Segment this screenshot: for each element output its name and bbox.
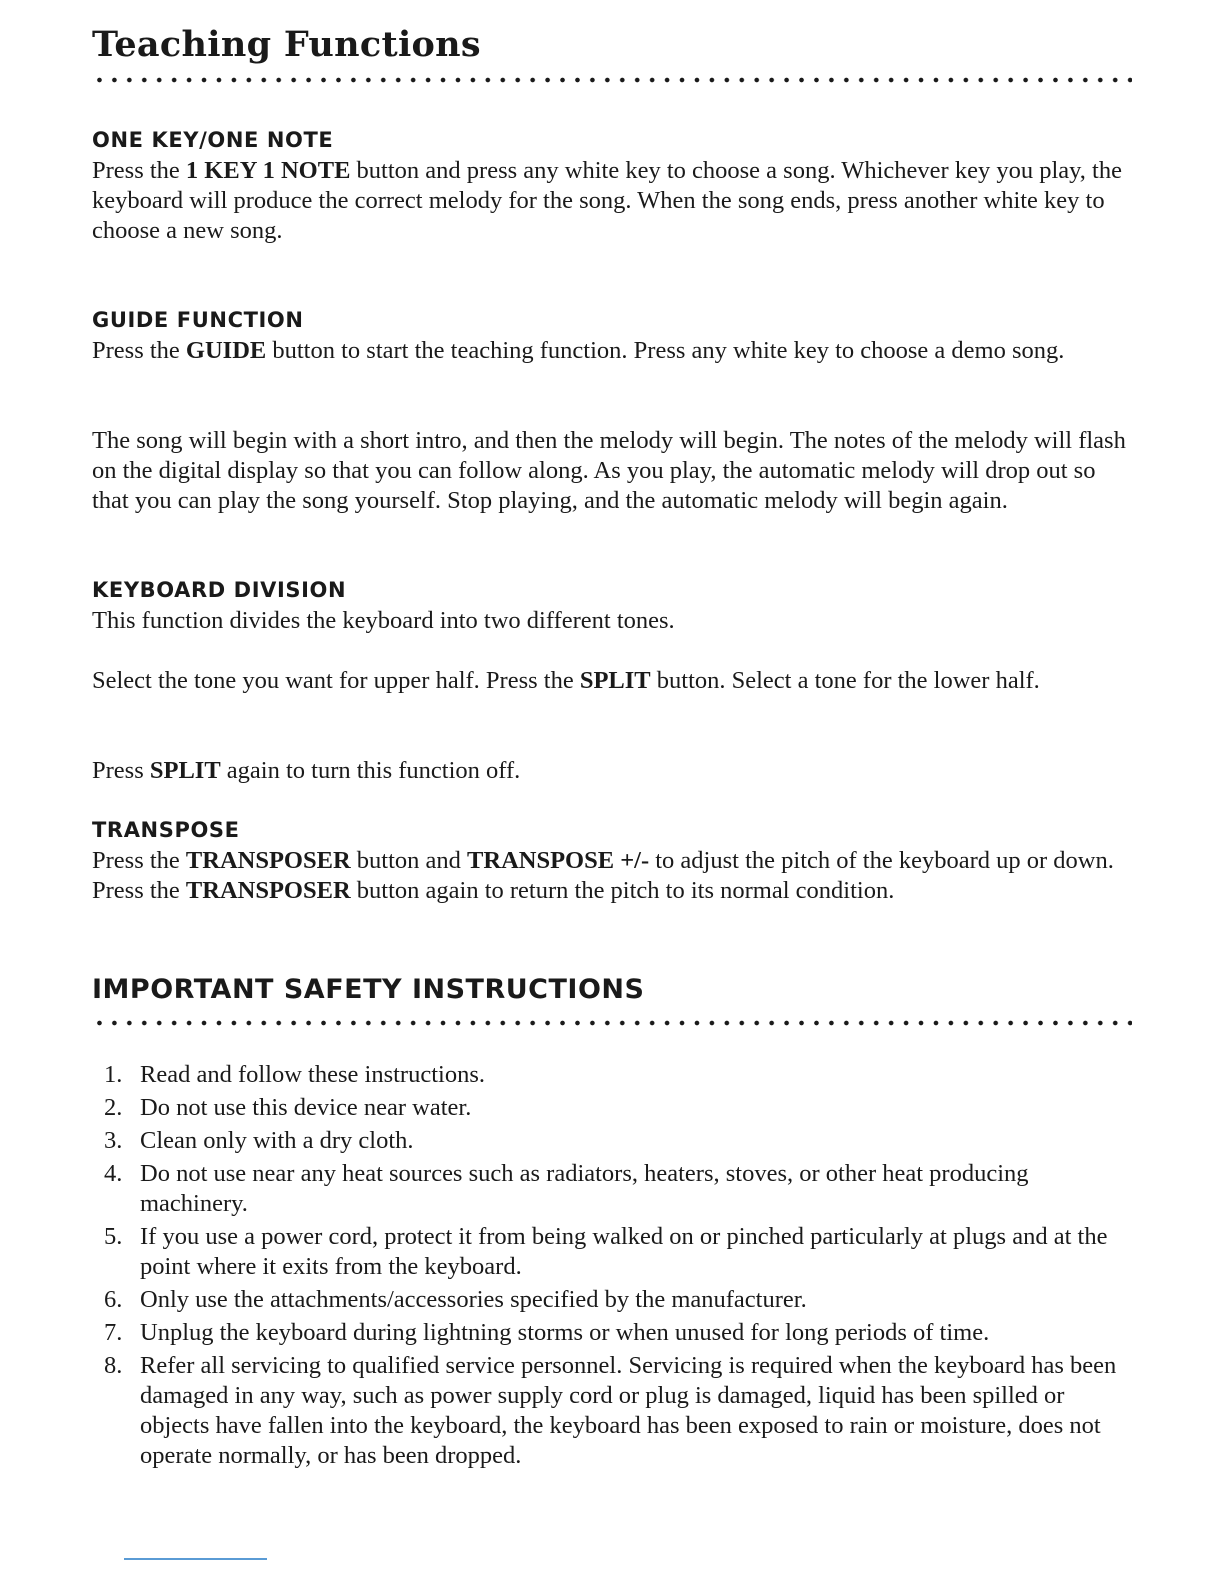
transpose-heading: TRANSPOSE <box>92 818 240 842</box>
safety-item-text: Unplug the keyboard during lightning storms or when unused for long periods of time. <box>140 1319 990 1346</box>
division-paragraph-3: Press SPLIT again to turn this function off. <box>92 757 521 784</box>
safety-item-number: 3. <box>104 1127 123 1154</box>
one-key-paragraph: Press the 1 KEY 1 NOTE button and press any white key to choose a song. Whichever key you play, the keyboard will produce the correct melody for the song. When the song ends, press another white key to choose a new song. <box>92 157 1122 244</box>
safety-item <box>92 1318 1132 1348</box>
safety-item-number: 2. <box>104 1094 123 1121</box>
safety-item <box>92 1093 1132 1123</box>
dotted-divider <box>92 77 1132 83</box>
safety-item-text: Read and follow these instructions. <box>140 1061 485 1088</box>
safety-item-number: 1. <box>104 1061 123 1088</box>
safety-item-number: 8. <box>104 1352 123 1379</box>
safety-item <box>92 1285 1132 1315</box>
guide-heading: GUIDE FUNCTION <box>92 308 304 332</box>
transpose-paragraph: Press the TRANSPOSER button and TRANSPOSE +/- to adjust the pitch of the keyboard up or down. Press the TRANSPOSER button again to return the pitch to its normal condition. <box>92 847 1114 904</box>
safety-item <box>92 1060 1132 1090</box>
footer-rule <box>124 1558 267 1560</box>
safety-item-number: 6. <box>104 1286 123 1313</box>
safety-item-text: Do not use near any heat sources such as radiators, heaters, stoves, or other heat producing machinery. <box>140 1160 1029 1217</box>
one-key-heading: ONE KEY/ONE NOTE <box>92 128 334 152</box>
safety-item <box>92 1222 1132 1282</box>
page-title: Teaching Functions <box>92 24 481 65</box>
division-paragraph-1: This function divides the keyboard into two different tones. <box>92 607 675 634</box>
division-heading: KEYBOARD DIVISION <box>92 578 347 602</box>
guide-paragraph-2: The song will begin with a short intro, and then the melody will begin. The notes of the melody will flash on the digital display so that you can follow along. As you play, the automatic melody will drop out so that you can play the song yourself. Stop playing, and the automatic melody will begin again. <box>92 427 1126 514</box>
division-paragraph-2: Select the tone you want for upper half. Press the SPLIT button. Select a tone for the lower half. <box>92 667 1040 694</box>
safety-item-text: Clean only with a dry cloth. <box>140 1127 414 1154</box>
safety-item-number: 5. <box>104 1223 123 1250</box>
safety-item-number: 4. <box>104 1160 123 1187</box>
safety-title: IMPORTANT SAFETY INSTRUCTIONS <box>92 974 645 1005</box>
safety-item-text: Do not use this device near water. <box>140 1094 472 1121</box>
safety-item-text: If you use a power cord, protect it from being walked on or pinched particularly at plugs and at the point where it exits from the keyboard. <box>140 1223 1108 1280</box>
safety-item <box>92 1159 1132 1219</box>
guide-paragraph-1: Press the GUIDE button to start the teaching function. Press any white key to choose a demo song. <box>92 337 1065 364</box>
safety-list <box>92 1060 1132 1474</box>
safety-item <box>92 1126 1132 1156</box>
safety-item-text: Only use the attachments/accessories specified by the manufacturer. <box>140 1286 807 1313</box>
safety-item <box>92 1351 1132 1471</box>
safety-item-number: 7. <box>104 1319 123 1346</box>
safety-item-text: Refer all servicing to qualified service personnel. Servicing is required when the keyboard has been damaged in any way, such as power supply cord or plug is damaged, liquid has been spilled or objects have fallen into the keyboard, the keyboard has been exposed to rain or moisture, does not operate normally, or has been dropped. <box>140 1352 1117 1469</box>
dotted-divider <box>92 1020 1132 1026</box>
